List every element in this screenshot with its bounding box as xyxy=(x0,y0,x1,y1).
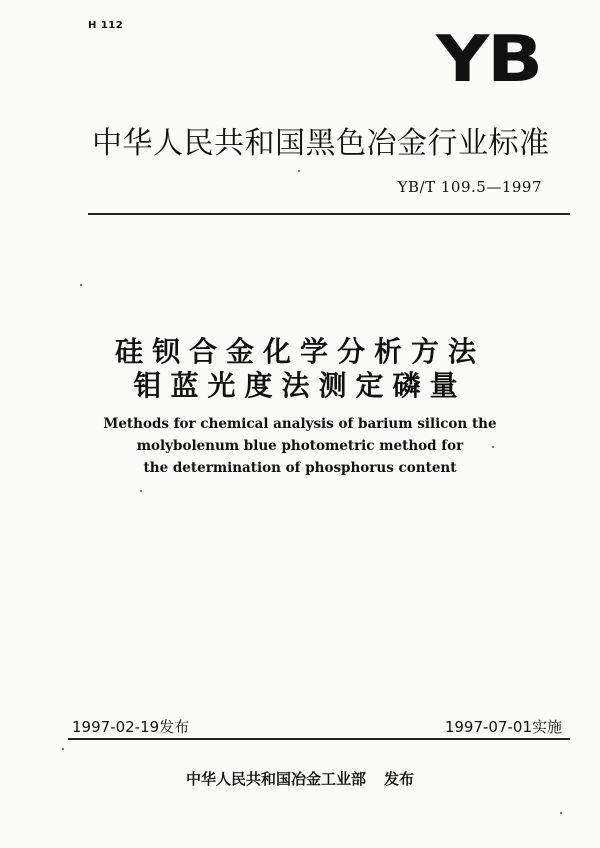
issue-date: 1997-02-19发布 xyxy=(72,718,190,736)
en-title-line-3: the determination of phosphorus content xyxy=(143,460,457,476)
cn-title-line-2: 钼蓝光度法测定磷量 xyxy=(133,369,467,402)
top-divider xyxy=(88,213,570,215)
scan-speck xyxy=(62,748,64,750)
en-title-line-2: molybolenum blue photometric method for xyxy=(136,438,464,454)
scan-speck xyxy=(492,446,494,448)
issuer-name: 中华人民共和国冶金工业部 xyxy=(185,770,366,788)
en-title-line-1: Methods for chemical analysis of barium silicon the xyxy=(103,416,497,432)
issuer-line xyxy=(0,768,600,789)
scan-speck xyxy=(298,170,300,172)
standard-number: YB/T 109.5—1997 xyxy=(397,178,542,196)
bottom-divider xyxy=(68,738,570,740)
cn-title-line-1: 硅钡合金化学分析方法 xyxy=(114,335,485,368)
scan-speck xyxy=(560,812,562,814)
yb-logo: YB xyxy=(436,23,541,97)
scan-speck xyxy=(80,284,82,286)
issuer-action: 发布 xyxy=(384,770,415,788)
standard-title: 中华人民共和国黑色冶金行业标准 xyxy=(92,126,550,161)
scan-speck xyxy=(140,490,142,492)
effective-date: 1997-07-01实施 xyxy=(444,718,562,736)
classification-code: H 112 xyxy=(88,20,124,31)
